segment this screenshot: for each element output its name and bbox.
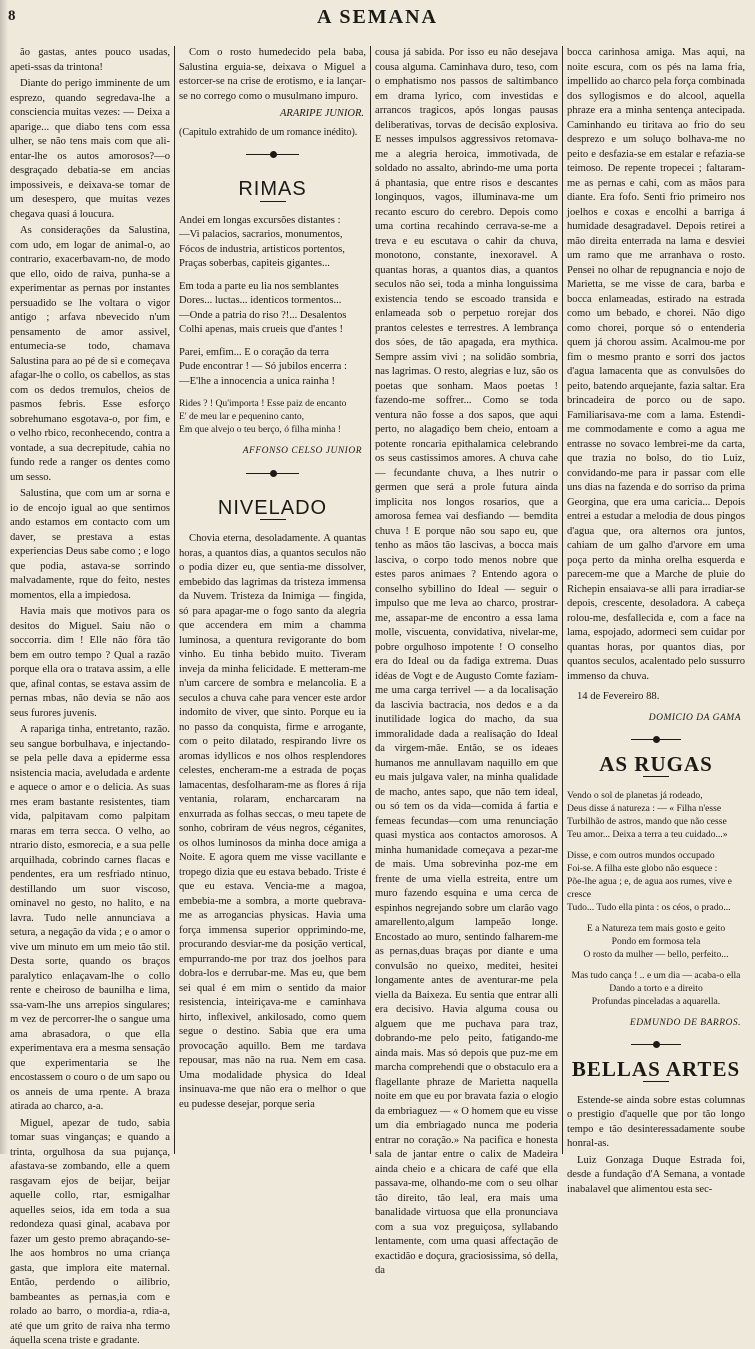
verse-line: Pude encontrar ! — Só jubilos encerra : [179, 361, 347, 372]
nivelado-paragraph: Chovia eterna, desoladamente. A quantas horas, a quantos dias, a quantos seculos não o podia dizer eu, que sentia-me dissolver, embebido das lagrimas da tristeza immensa da Nuvem. Tristeza da Inimiga — fingida, só para apagar-me o fogo santo da alegria que accendera em mim a chamma luminosa, a quentura revigorante do bom vinho. Eu tinha bebido muito. Tiveram inveja da minha felicidade. E metteram-me n'um carcere de sombra e melancolia. E a seculos a chuva cahe para vencer este ardor indomito de viver, que sinto. Porque eu ia no passo da conquista, firme e arrogante, com o peito dilatado, respirando livre os aromas idyllicos e nos olhos resplendores celestes, encheram-me a estrada de poças lamacentas, desfolharam-me as flores á rija ventania, rolaram, encharcaram na enxurrada as folhas seccas, o meu tapete de sonho, cobriram de véus negros, céganites, os olhos luminosos da minha doce amiga a Noite. E agora quem me visse vacillante e tropego dizia que eu estava bebado. Triste é que eu estava. Vencia-me a magoa, embebia-me a sombra, a morte quebrava-me as arrogancias physicas. Havia uma força immensa superior opprimindo-me, procurando desviar-me da posição vertical, empurrando-me por traz dos joelhos para dobra-los e derrubar-me. Mas eu, que bem sei qual é em mim o sentido da maior resistencia, inteiriçava-me e caminhava hirto, inflexivel, ankilosado, como quem segue o destino. Sabia que era uma provocação aquillo. Bem me tardava repousar, mas não na rua. Nem em casa. Uma modalidade physica do Ideal insinuava-me que não era o melhor o que eu pudesse desejar, porque seria [179, 533, 366, 1110]
title-rule [260, 201, 286, 202]
column-3 [370, 46, 562, 1276]
masthead [6, 6, 749, 40]
verse-line: —Onde a patria do riso ?!... Desalentos [179, 309, 347, 321]
verse-line: Profundas pinceladas a aquarella. [591, 995, 721, 1007]
verse-line: Põe-lhe agua ; e, de agua aos rumes, vive e cresce [567, 875, 732, 900]
verse-line: Mas tudo cança ! .. e um dia — acaba-o ella [571, 969, 741, 981]
verse-line: E a Natureza tem mais gosto e geito [586, 922, 726, 934]
story-note: (Capitulo extrahido de um romance inédito). [179, 126, 358, 138]
verse-line: —E'lhe a innocencia a unica rainha ! [179, 375, 336, 387]
verse-line: Fócos de industria, artisticos portentos, [179, 243, 345, 255]
rimas-author: AFFONSO CELSO JUNIOR [242, 446, 362, 456]
rugas-stanza-4 [567, 969, 745, 1008]
section-divider [567, 1038, 745, 1052]
rugas-stanza-2 [567, 849, 745, 914]
verse-line: Deus disse á natureza : — « Filha n'esse [567, 802, 722, 814]
rimas-title: RIMAS [238, 178, 307, 200]
verse-line: Pondo em formosa tela [611, 935, 701, 947]
nivelado-continuation: cousa já sabida. Por isso eu não desejava cousa alguma. Caminhava duro, teso, com o emphatismo nos passos de saltimbanco em drama lyrico, com investidas e arrancos tragicos, após longas pausas deliberativas, torvas de decisão explosiva. E nesses impulsos aggressivos retomava-me a alegria heroica, immotivada, de soldado no assalto, abrindo-me uma porta á phantasia, que entre risos e descantes longinquos, vagos, illuminava-me um recanto escuro do cerebro. Depois como uma cortina recahindo cerrava-se-me a treva e eu escutava o cahir da chuva, monotono, constante, inexoravel. A quantas horas, a quantos dias, a quantos seculos não sei, toda a minha longuissima existencia tendo se escoado transida e enlameada sob o perpetuo rorejar dos prantos celestes e terrestres. A lembrança dos sóes, de tão apagada, era mythica. Sempre assim vivi ; na solidão sombria, nas lagrimas. O resto, alegrias e luz, são os poetas que sonham. Maos poetas ! fazendo-me soffrer... Como se toda ventura não fosse a dos sapos, que aqui perto, no alagadiço bem cheio, entoam a potente roncaria epithalamica celebrando os seus castissimos amores. A chuva cahe — fecundante chuva, a lhes nutrir o germen que será a prole futura ainda implicita nos longos rosarios, que a amorosa femea vai desfiando — bemdita chuva ! E porque não sou sapo eu, que tenho as mãos tão lascivas, a bocca mais lasciva, o corpo todo menos nobre que estes paros animaes ? Entendo agora o conselho sybillino do Ideal — seguir o impulso que me leva ao charco, prostrar-me, assapar-me de encontro a essa lama molle, viscuenta, convidativa, nivelar-me, pobre orgulhoso impotente ! O conselho era do Ideal ou da fadiga extrema. Duas idéas de Vogt e de Augusto Comte faziam-me uma carga terrivel — a da localisação da lascivia bactracia, nos dedos e a da inutilidade logica do macho, da sua immoralidade dada a realisação do Ideal da virgem-mãe. Então, se os ideaes humanos me annullavam naquillo em que eu mais julgava valer, na minha qualidade de macho, antes sapo, que não tem ideal, ou só tem os da vida—comida á fartia e femeas fecundas—com uma renunciação quasi mystica aos contactos amorosos. A minha humanidade começava a pezar-me de mais. Uma sobrevinha poz-me em frente de uma viella estreita, entre um muro fazendo esquina e uma cerca de espinhos negrejando sobre um clarão vago amarellento,algum lampeão longe. Encostado ao muro, sentindo falharem-me as pernas,duas braças por diante e uma convulsão no queixo, meditei, hesitei longamente antes de aventurar-me pela viella da Baixeza. Eu sentia que entrar alli era decisivo. Havia alguma cousa ou alguem que me puchava para traz, dobrando-me pelo peito, fatigando-me ainda mais. Mas só depois que puz-me em marcha comprehendi que o obstaculo era a flagellante phraze de Marietta naquella noite em que eu por bravata fazia o elogio da embriaguez — « O homem que eu visse um dia embriagado nunca me poderia entrar no coração.» Na pacifica e honesta sala de jantar entre o calix de Madeira ainda cheio e a chicara de café que ella passava-me, olhando-me com o seu olhar tão direito, tão leal, era mais uma banalidade virtuosa que ella pronunciava com a sua voz preguiçosa, syllabando lentamente, com uma quasi affectação de exactidão e doçura, graciosissima, só della, da [375, 47, 558, 1276]
story-paragraph: Miguel, apezar de tudo, sabia tomar suas vinganças; e quando a trinta, orgulhosa da sua pujança, afastava-se zombando, elle a quem rasgavam ejos de beijar, beijar aquelle collo, rtar, esmigalhar aquelles seios, ida em toda a sua redondeza quasi ginal, acabava por fazer um gesto premo abraçando-se-lhe aos hombros no uma criança gasta, que implora eite maternal. Então, perdendo o ailibrio, bambeantes as pernas,ia com e rolado ao barro, o mordia-a, rdia-a, até que um grito de raiva nha termo áquella scena triste e gradante. [10, 1117, 170, 1346]
dateline: 14 de Fevereiro 88. [577, 691, 660, 702]
newspaper-title: A SEMANA [316, 6, 438, 28]
verse-line: Turbilhão de astros, mando que não cesse [567, 815, 727, 827]
rugas-title: AS RUGAS [599, 752, 713, 776]
verse-line: Dando a torto e a direito [609, 982, 703, 994]
section-divider [179, 467, 366, 481]
verse-line: Colhi apenas, mais crueis que d'antes ! [179, 324, 344, 335]
verse-line: Vendo o sol de planetas já rodeado, [567, 789, 703, 801]
rugas-stanza-1 [567, 789, 745, 841]
rugas-author: EDMUNDO DE BARROS. [629, 1017, 741, 1028]
verse-line: Em que alvejo o teu berço, ó filha minha ! [179, 424, 341, 435]
rimas-stanza-2 [179, 280, 366, 338]
bellas-artes-title: BELLAS ARTES [571, 1057, 741, 1081]
verse-line: Parei, emfim... E o coração da terra [179, 346, 330, 358]
rugas-stanza-3 [567, 922, 745, 961]
section-divider [179, 148, 366, 162]
verse-line: —Vi palacios, sacrarios, monumentos, [179, 229, 343, 240]
story-paragraph: As considerações da Salustina, com udo, em logar de animal-o, ao contrario, exacerbavam-no, de modo que ello, oido de raiva, punha-se a experimentar as pernas por instantes persuadido se lhe voltara o vigor antigo ; arfava nbevecido n'um pensamento de amor assivel, entumecia-se todo, chamava Salustina para ao pé de si e começava afagar-lhe o collo, os cabellos, as stas com os dedos tremulos, cheios de pasmos febris. Esse esforço sobrehumano esgotava-o, por fim, e o velho rbico, reconhecendo, contra a vontade, a sua decrepitude, cahia no fundo rede a ranger os dentes como um sesso. [10, 225, 170, 483]
verse-line: Em toda a parte eu lia nos semblantes [179, 280, 339, 292]
story-ending: Com o rosto humedecido pela baba, Salustina erguia-se, deixava o Miguel a estorcer-se na crise de erotismo, e ia lançar-se no corrego como o musulmano impuro. [179, 47, 366, 102]
page-number: 8 [8, 8, 16, 24]
story-paragraph: ão gastas, antes pouco usadas, apeti-ssas da trintona! [10, 47, 170, 73]
story-paragraph: Havia mais que motivos para os desitos do Miguel. Saiu não o soccorria. dim ! Elle não fôra tão bem em outro tempo ? Qual a razão porque ella ora o tratava assim, a elle que, afinal contas, se estava assim de pernas mbas, não devia se não aos seus furores juvenis. [10, 606, 170, 719]
story-author: ARARIPE JUNIOR. [280, 108, 364, 119]
verse-line: Foi-se. A filha este globo não esquece : [567, 862, 718, 874]
rimas-stanza-4 [179, 397, 366, 436]
verse-line: O rosto da mulher — bello, perfeito... [583, 948, 729, 960]
story-paragraph: Salustina, que com um ar sorna e io de encojo igual ao que sentimos ando estamos em contacto com um daver, se prestava a estas experiencias Deus sabe como ; e logo que podia, astava-se sorrindo malvadamente, rque do feito, nestes momentos, ella a impiedosa. [10, 488, 170, 601]
bellas-artes-paragraph: Luiz Gonzaga Duque Estrada foi, desde a fundação d'A Semana, a vontade inabalavel que alimentou esta sec- [567, 1154, 745, 1195]
verse-line: Tudo... Tudo ella pinta : os céos, o prado... [567, 901, 731, 913]
verse-line: Dores... luctas... identicos tormentos... [179, 295, 342, 306]
verse-line: E' de meu lar e pequenino canto, [179, 411, 305, 422]
column-2 [174, 46, 370, 1154]
bellas-artes-paragraph: Estende-se ainda sobre estas columnas o prestigio d'aquelle que por tão longo tempo e tão desinteressadamente soube honral-as. [567, 1094, 745, 1149]
rimas-stanza-1 [179, 214, 366, 272]
rimas-stanza-3 [179, 346, 366, 390]
column-1 [6, 46, 174, 1346]
nivelado-ending: bocca carinhosa amiga. Mas aqui, na noite escura, com os pés na lama fria, impellido ao charco pela força combinada dos syllogismos e do alcool, aquella phraze era a minha sentença antecipada. Caminhando eu tiritava ao frio do seu desprezo e um soluço bolhava-me no peito e desfazia-se em estalar e refazia-se teimoso. De repente tropecei ; faltaram-me as pernas e cahi, com as mãos para diante. Era fofo. Senti frio primeiro nos joelhos e coxas e encolhi a barriga á humidade desagradavel. Depois retirei a mão direita enterrada na lama e desviei um ramo que me arranhava o rosto. Pensei no olhar de repugnancia e nojo de Marietta, se me visse de cara, barba e bocca enlameadas, estirado na estrada como um bebado, e chorei. Não digo como chorei, porque só o entenderia quem já chorou assim. Acalmou-me por fim o mesmo pranto e sorri dos jactos d'agua lamacenta que as convulsões do peito, batendo arquejante, fazia saltar. Era brincadeira de porco ou de sapo. Familiarisava-me com a lama. Estendi-me commodamente e como a agua me entrasse no sovaco lembrei-me da carta, que trazia no bolso, do tio Luiz, convidando-me para ir passar com elle uns dias na fazenda e do sorriso da prima Georgina, que era uma caricia... Depois entrei a estudar a melodia de dous pingos d'agua que, ora alternos ora juntos, cahiam de um galho d'arvore em uma poça perto da minha orelha esquerda e parecem-me que a Marche de pluie do Richepin ensaiava-se alli para irradiar-se depois, crescente, desoladora. A cabeça rolou-me, desfallecida e, com a face na lama, espojado, adormeci sem cuidar por quantas horas, por quantos dias, por quantos seculos, acalentado pelo sussurro immenso da chuva. [567, 47, 745, 682]
columns [6, 46, 749, 1346]
section-divider [567, 733, 745, 747]
title-rule [260, 519, 286, 520]
verse-line: Rides ? ! Qu'importa ! Esse paiz de encanto [179, 398, 347, 409]
nivelado-author: DOMICIO DA GAMA [648, 712, 741, 723]
verse-line: Andei em longas excursões distantes : [179, 214, 341, 226]
verse-line: Praças soberbas, capiteis gigantes... [179, 258, 330, 269]
verse-line: Teu amor... Deixa a terra a teu cuidado...» [567, 828, 728, 840]
story-paragraph: Diante do perigo imminente de um esprezo, quando segredava-lhe a consciencia muitas vezes: — Deixa a aparige... que diabo tens com essa ulher, se não tens mais com que ali-entar-lhe os autos amorosos?—o desgraçado debatia-se em ancias impossiveis, e deixava-se tomar de um desespero, que muitas vezes chegava quasi á loucura. [10, 78, 170, 220]
column-4 [562, 46, 749, 1195]
verse-line: Disse, e com outros mundos occupado [567, 849, 715, 861]
nivelado-title: NIVELADO [217, 496, 328, 519]
story-paragraph: A rapariga tinha, entretanto, razão. seu sangue borbulhava, e injectando-se pela pelle dava a epiderme essa nsistencia macia, aveludada e ardente e aquece o amor e o delicia. As suas rnes eram bastante resistentes, tiam vida, palpitavam como palpitam rnaras em terra secca. O velho, ao ntrario disto, esmorecia, e a sua pelle arquilhada, cobrindo carnes flacas e pendentes, era um resfriado ntinuo, destillando um suor viscoso, ominavel no gesto, no halito, e na lavra. Tudo nelle annunciava a setura, a negação da vida ; e o amor o vive um minuto em um meio tão stil. Desta sorte, quando os braços paralytico enlaçavam-lhe o collo rente e cheiroso de baunilha e lima, ssa-vam-lhe uns arrepios singulares; m vez de percorrer-lhe o sangue uma ama abrasadora, o que ella experimentava era a mesma sensação que experimentaria se lhe encostassem o couro o de um sapo ou os anneis de uma rpente. A braza atirada ao charco, a-a. [10, 724, 170, 1112]
